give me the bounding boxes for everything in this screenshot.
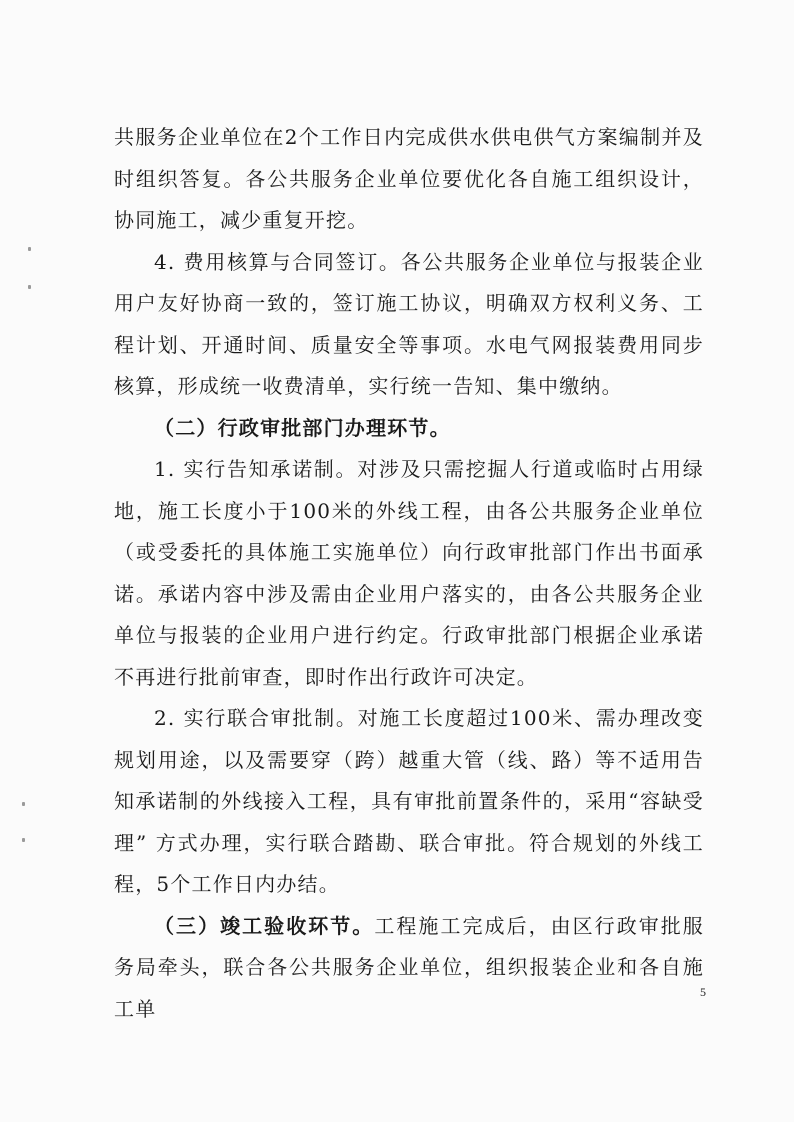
paragraph-fee-accounting: 4. 费用核算与合同签订。各公共服务企业单位与报装企业用户友好协商一致的，签订施工协议，明确双方权利义务、工程计划、开通时间、质量安全等事项。水电气网报装费用同步核算，形成统一收费清单，实行统一告知、集中缴纳。 — [114, 249, 704, 398]
scan-mark — [28, 285, 31, 289]
section-heading-admin-approval: （二）行政审批部门办理环节。 — [154, 415, 451, 440]
section-heading-completion-acceptance: （三）竣工验收环节。 — [154, 913, 375, 938]
scan-mark — [22, 838, 25, 842]
scan-mark — [28, 247, 31, 251]
paragraph-continuation: 共服务企业单位在2个工作日内完成供水供电供气方案编制并及时组织答复。各公共服务企业单位要优化各自施工组织设计， 协同施工，减少重复开挖。 — [114, 125, 704, 232]
paragraph-completion-acceptance — [114, 906, 704, 1031]
document-body — [114, 117, 704, 1030]
scan-mark — [22, 802, 25, 806]
paragraph-joint-approval: 2. 实行联合审批制。对施工长度超过100米、需办理改变规划用途，以及需要穿（跨）越重大管（线、路）等不适用告知承诺制的外线接入工程，具有审批前置条件的，采用“容缺受理” 方式办理，实行联合踏勘、联合审批。符合规划的外线工程，5个工作日内办结。 — [114, 706, 704, 896]
page-number: 5 — [700, 985, 706, 999]
paragraph-notification-commitment: 1. 实行告知承诺制。对涉及只需挖掘人行道或临时占用绿地，施工长度小于100米的外线工程，由各公共服务企业单位（或受委托的具体施工实施单位）向行政审批部门作出书面承诺。承诺内容中涉及需由企业用户落实的，由各公共服务企业单位与报装的企业用户进行约定。行政审批部门根据企业承诺不再进行批前审查，即时作出行政许可决定。 — [114, 457, 704, 689]
paragraph-completion-acceptance-body: 工程施工完成后，由区行政审批服务局牵头，联合各公共服务企业单位，组织报装企业和各自施工单 — [114, 913, 705, 1021]
